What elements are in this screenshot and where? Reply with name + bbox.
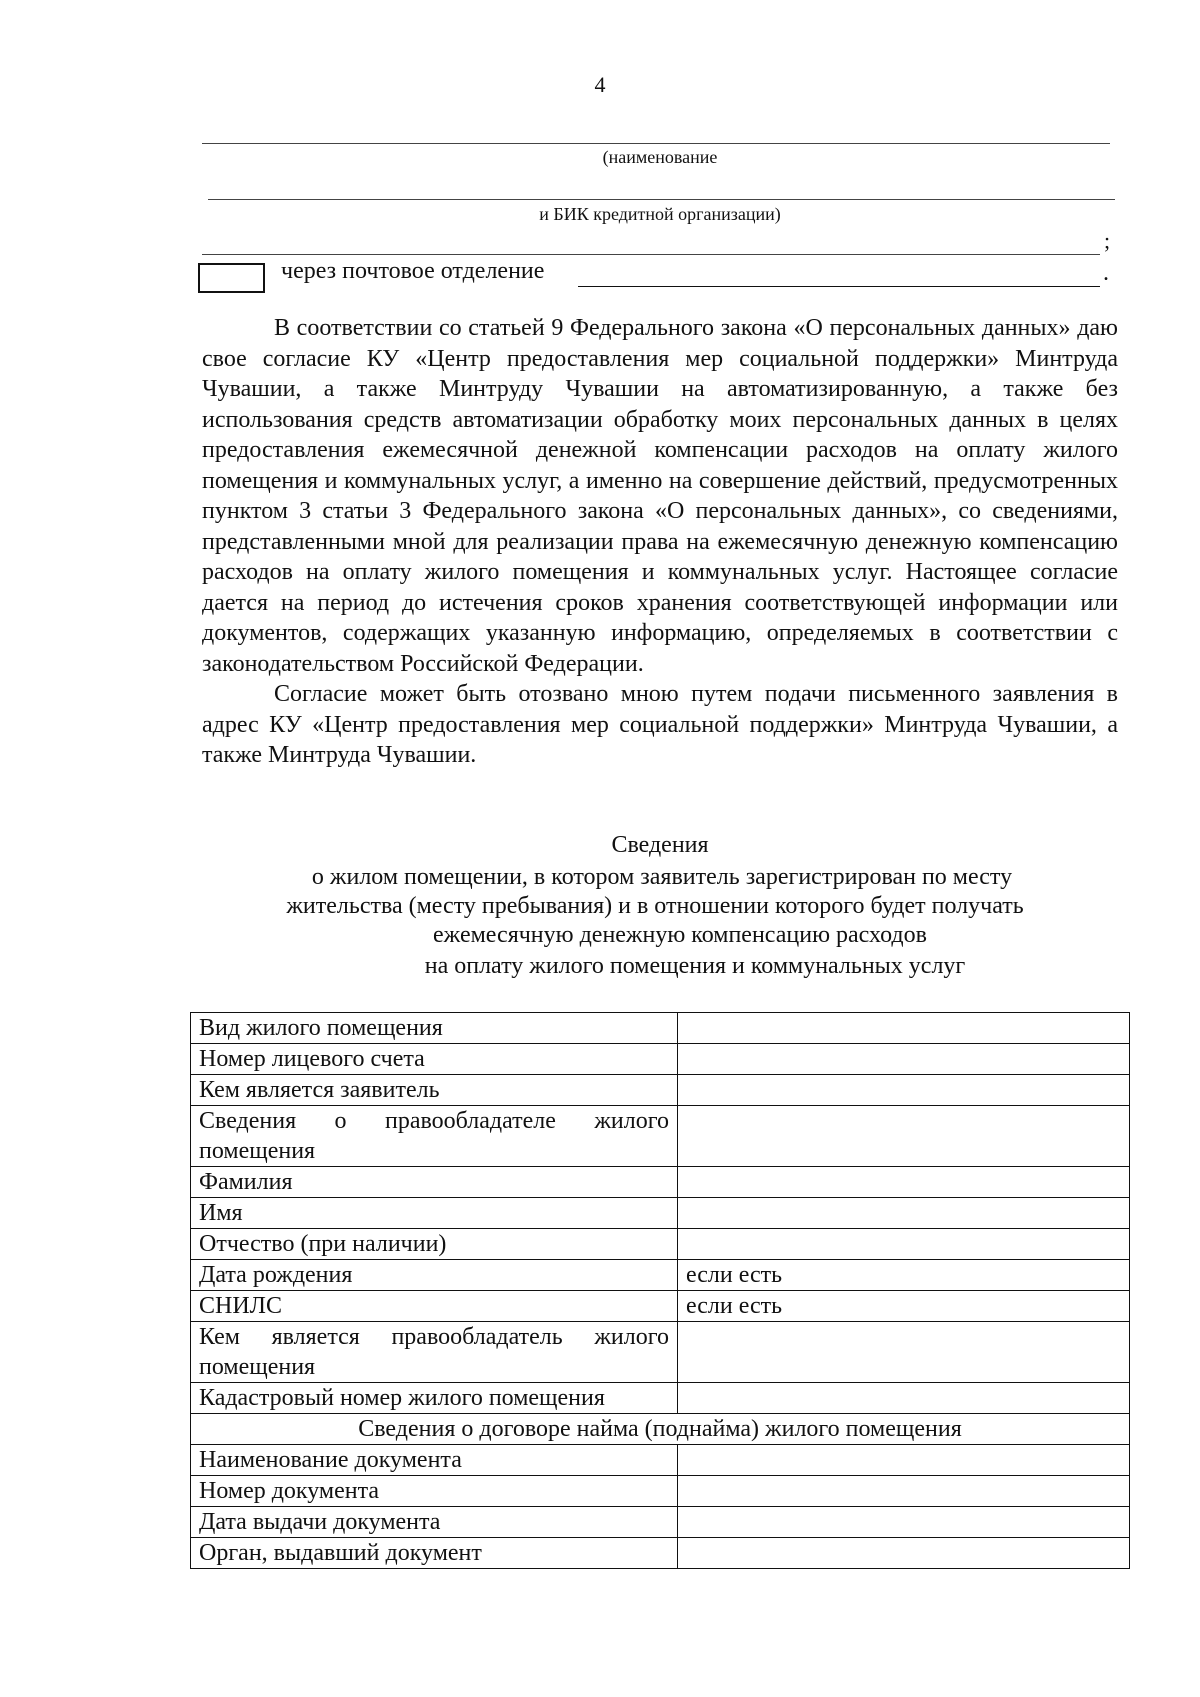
table-row: [191, 1260, 1130, 1291]
consent-paragraph-1: В соответствии со статьей 9 Федерального закона «О персональных данных» даю свое согласие КУ «Центр предоставления мер социальной поддержки» Минтруда Чувашии, а также Минтруду Чувашии на автоматизированную, а также без использования средств автоматизации обработку моих персональных данных в целях предоставления ежемесячной денежной компенсации расходов на оплату жилого помещения и коммунальных услуг, а именно на совершение действий, предусмотренных пунктом 3 статьи 3 Федерального закона «О персональных данных», со сведениями, представленными мной для реализации права на ежемесячную денежную компенсацию расходов на оплату жилого помещения и коммунальных услуг. Настоящее согласие дается на период до истечения сроков хранения соответствующей информации или документов, содержащих указанную информацию, определяемых в соответствии с законодательством Российской Федерации.: [202, 315, 1118, 677]
row-value-field[interactable]: [678, 1507, 1130, 1538]
row-value-field[interactable]: [678, 1476, 1130, 1507]
row-value-field[interactable]: [678, 1044, 1130, 1075]
row-label: Отчество (при наличии): [191, 1229, 678, 1260]
row-label: Номер документа: [191, 1476, 678, 1507]
row-label: Сведения о правообладателе жилого помещения: [191, 1106, 678, 1167]
row-label: Номер лицевого счета: [191, 1044, 678, 1075]
row-label: Дата рождения: [191, 1260, 678, 1291]
housing-info-table: [190, 1012, 1130, 1569]
bank-name-line[interactable]: [202, 143, 1110, 144]
post-office-input-line[interactable]: [578, 286, 1100, 287]
consent-text: [202, 313, 1118, 771]
table-row: [191, 1507, 1130, 1538]
bank-bik-line[interactable]: [208, 199, 1115, 200]
row-label: Вид жилого помещения: [191, 1013, 678, 1044]
table-row: [191, 1167, 1130, 1198]
row-value-field[interactable]: [678, 1322, 1130, 1383]
row-value-field[interactable]: [678, 1198, 1130, 1229]
info-heading-line-2: жительства (месту пребывания) и в отношении которого будет получать: [286, 893, 1024, 919]
row-label: Кадастровый номер жилого помещения: [191, 1383, 678, 1414]
table-row: [191, 1198, 1130, 1229]
row-label: СНИЛС: [191, 1291, 678, 1322]
consent-paragraph-2: Согласие может быть отозвано мною путем подачи письменного заявления в адрес КУ «Центр предоставления мер социальной поддержки» Минтруда Чувашии, а также Минтруда Чувашии.: [202, 681, 1118, 768]
table-row: [191, 1538, 1130, 1569]
row-value-field[interactable]: [678, 1013, 1130, 1044]
post-office-checkbox[interactable]: [198, 263, 265, 293]
table-row: [191, 1044, 1130, 1075]
contract-section-title: Сведения о договоре найма (поднайма) жилого помещения: [191, 1414, 1130, 1445]
table-row: [191, 1291, 1130, 1322]
table-row: [191, 1229, 1130, 1260]
row-label: Кем является правообладатель жилого помещения: [191, 1322, 678, 1383]
table-row: [191, 1013, 1130, 1044]
row-value-field[interactable]: [678, 1445, 1130, 1476]
bank-bik-caption: и БИК кредитной организации): [539, 204, 781, 224]
row-value-field[interactable]: если есть: [678, 1260, 1130, 1291]
table-row: [191, 1445, 1130, 1476]
row-value-field[interactable]: [678, 1167, 1130, 1198]
row-value-field[interactable]: [678, 1229, 1130, 1260]
bank-name-caption: (наименование: [602, 147, 718, 167]
info-heading-line-3: ежемесячную денежную компенсацию расходов: [433, 922, 927, 948]
table-section-row: [191, 1414, 1130, 1445]
row-label: Имя: [191, 1198, 678, 1229]
info-heading-line-4: на оплату жилого помещения и коммунальных услуг: [424, 953, 966, 979]
table-row: [191, 1476, 1130, 1507]
row-label: Орган, выдавший документ: [191, 1538, 678, 1569]
table-row: [191, 1322, 1130, 1383]
table-row: [191, 1383, 1130, 1414]
info-heading-line-1: о жилом помещении, в котором заявитель зарегистрирован по месту: [311, 864, 1013, 890]
info-heading-title: Сведения: [611, 832, 709, 858]
page-number: 4: [594, 72, 606, 97]
row-value-field[interactable]: [678, 1075, 1130, 1106]
post-office-terminator: .: [1103, 260, 1109, 286]
row-label: Фамилия: [191, 1167, 678, 1198]
row-label: Дата выдачи документа: [191, 1507, 678, 1538]
table-row: [191, 1106, 1130, 1167]
row-value-field[interactable]: [678, 1383, 1130, 1414]
bank-semicolon: ;: [1104, 228, 1111, 253]
row-label: Кем является заявитель: [191, 1075, 678, 1106]
row-value-field[interactable]: [678, 1538, 1130, 1569]
post-office-label: через почтовое отделение: [281, 258, 545, 284]
row-value-field[interactable]: если есть: [678, 1291, 1130, 1322]
table-row: [191, 1075, 1130, 1106]
row-label: Наименование документа: [191, 1445, 678, 1476]
row-value-field[interactable]: [678, 1106, 1130, 1167]
bank-extra-line[interactable]: [202, 254, 1100, 255]
